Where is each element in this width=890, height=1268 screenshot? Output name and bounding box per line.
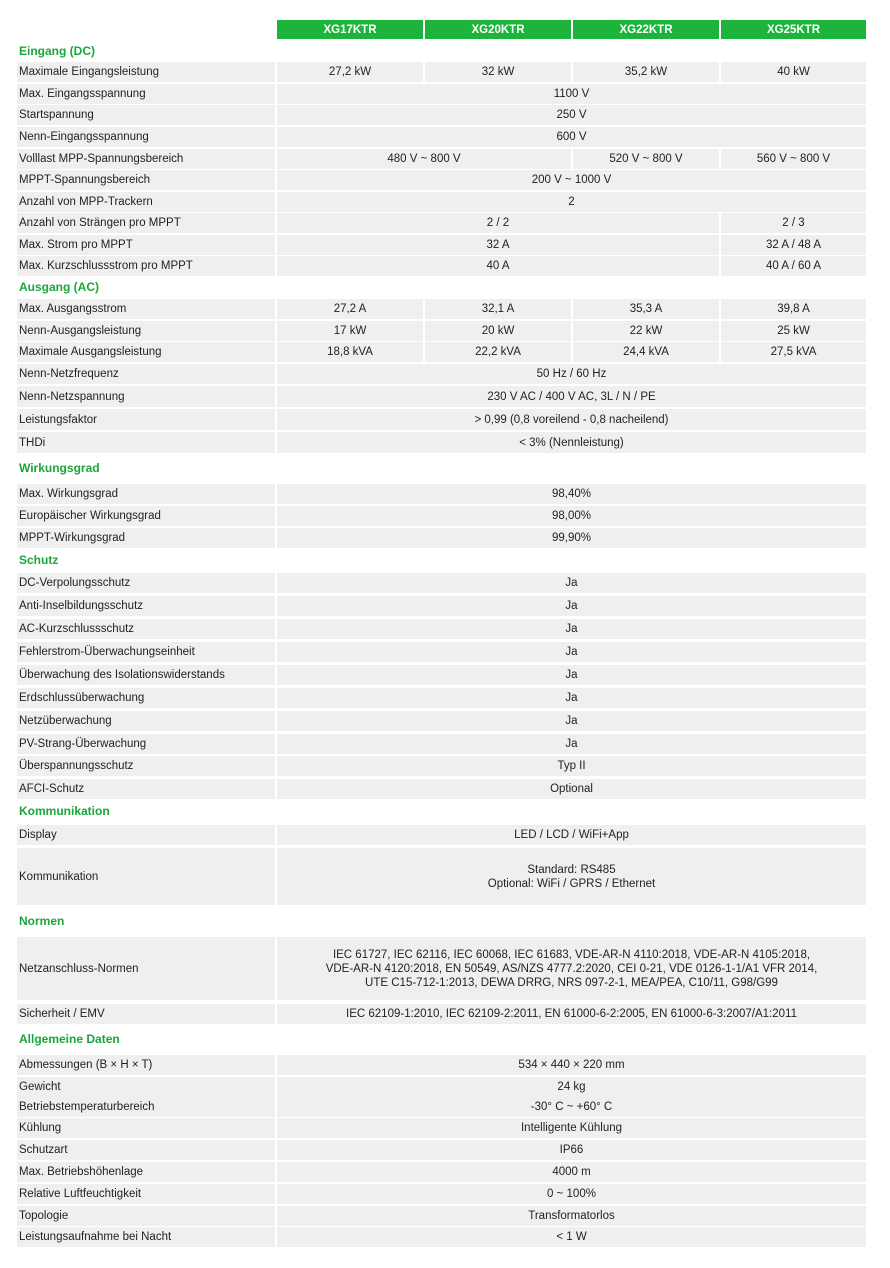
row-value: 17 kW xyxy=(277,321,423,341)
table-row xyxy=(17,1118,866,1138)
row-value: 98,00% xyxy=(277,506,866,526)
row-value: IEC 62109-1:2010, IEC 62109-2:2011, EN 61000-6-2:2005, EN 61000-6-3:2007/A1:2011 xyxy=(277,1004,866,1024)
table-row xyxy=(17,1055,866,1075)
row-label: Gewicht xyxy=(17,1077,275,1097)
table-row xyxy=(17,170,866,190)
row-value: 32 A xyxy=(277,235,719,255)
section-heading-normen: Normen xyxy=(19,914,65,928)
row-label: Überspannungsschutz xyxy=(17,756,275,776)
row-label: MPPT-Spannungsbereich xyxy=(17,170,275,190)
model-header-xg25ktr: XG25KTR xyxy=(721,20,866,39)
row-value: Ja xyxy=(277,642,866,662)
section-heading-eingang: Eingang (DC) xyxy=(19,43,95,58)
row-label: Schutzart xyxy=(17,1140,275,1160)
row-label: Max. Strom pro MPPT xyxy=(17,235,275,255)
table-row xyxy=(17,688,866,708)
value-line: IEC 61727, IEC 62116, IEC 60068, IEC 61683, VDE-AR-N 4110:2018, VDE-AR-N 4105:2018, xyxy=(332,948,811,961)
table-row xyxy=(17,1140,866,1160)
value-line: Optional: WiFi / GPRS / Ethernet xyxy=(487,877,656,890)
row-label: Max. Kurzschlussstrom pro MPPT xyxy=(17,256,275,276)
row-label: Volllast MPP-Spannungsbereich xyxy=(17,149,275,169)
row-label: Relative Luftfeuchtigkeit xyxy=(17,1184,275,1204)
table-row xyxy=(17,342,866,362)
row-value: 22,2 kVA xyxy=(425,342,571,362)
row-label: Max. Ausgangsstrom xyxy=(17,299,275,319)
table-row xyxy=(17,1227,866,1247)
value-line: VDE-AR-N 4120:2018, EN 50549, AS/NZS 4777.2:2020, CEI 0-21, VDE 0126-1-1/A1 VFR 2014, xyxy=(325,962,818,975)
row-label: Maximale Ausgangsleistung xyxy=(17,342,275,362)
table-row xyxy=(17,192,866,212)
row-value: Ja xyxy=(277,711,866,731)
table-row xyxy=(17,105,866,125)
row-label: Überwachung des Isolationswiderstands xyxy=(17,665,275,685)
row-label: Nenn-Ausgangsleistung xyxy=(17,321,275,341)
row-value: 32 kW xyxy=(425,62,571,82)
row-label: Anzahl von MPP-Trackern xyxy=(17,192,275,212)
table-row xyxy=(17,1097,866,1117)
table-row xyxy=(17,756,866,776)
model-header-xg20ktr: XG20KTR xyxy=(425,20,571,39)
row-label: Abmessungen (B × H × T) xyxy=(17,1055,275,1075)
table-row xyxy=(17,937,866,1000)
row-label: Anzahl von Strängen pro MPPT xyxy=(17,213,275,233)
table-row xyxy=(17,528,866,548)
table-row xyxy=(17,734,866,754)
row-value: 35,2 kW xyxy=(573,62,719,82)
row-label: Nenn-Netzfrequenz xyxy=(17,364,275,384)
table-row xyxy=(17,573,866,593)
table-row xyxy=(17,711,866,731)
table-row xyxy=(17,256,866,276)
table-row xyxy=(17,1162,866,1182)
table-row xyxy=(17,321,866,341)
section-heading-allgemein: Allgemeine Daten xyxy=(19,1032,120,1046)
row-value: Ja xyxy=(277,734,866,754)
table-row xyxy=(17,364,866,384)
row-label: Max. Betriebshöhenlage xyxy=(17,1162,275,1182)
row-value: 200 V ~ 1000 V xyxy=(277,170,866,190)
table-row xyxy=(17,213,866,233)
value-line: Standard: RS485 xyxy=(527,863,616,876)
table-row xyxy=(17,149,866,169)
row-value: < 3% (Nennleistung) xyxy=(277,432,866,453)
row-label: Kommunikation xyxy=(17,848,275,905)
row-value: Ja xyxy=(277,619,866,639)
row-label: MPPT-Wirkungsgrad xyxy=(17,528,275,548)
row-value: > 0,99 (0,8 voreilend - 0,8 nacheilend) xyxy=(277,409,866,430)
row-value: 24 kg xyxy=(277,1077,866,1097)
row-label: Erdschlussüberwachung xyxy=(17,688,275,708)
row-value: Ja xyxy=(277,573,866,593)
row-value: Optional xyxy=(277,779,866,799)
row-value: 534 × 440 × 220 mm xyxy=(277,1055,866,1075)
row-value: 0 ~ 100% xyxy=(277,1184,866,1204)
row-value: 22 kW xyxy=(573,321,719,341)
row-label: Max. Eingangsspannung xyxy=(17,84,275,104)
row-value: 20 kW xyxy=(425,321,571,341)
row-value: Intelligente Kühlung xyxy=(277,1118,866,1138)
table-row xyxy=(17,1184,866,1204)
row-value: 40 A xyxy=(277,256,719,276)
row-value: 98,40% xyxy=(277,484,866,504)
row-value: < 1 W xyxy=(277,1227,866,1247)
row-value: 27,2 A xyxy=(277,299,423,319)
row-label: Nenn-Netzspannung xyxy=(17,386,275,407)
row-label: PV-Strang-Überwachung xyxy=(17,734,275,754)
row-label: Nenn-Eingangsspannung xyxy=(17,127,275,147)
table-row xyxy=(17,506,866,526)
model-header-xg17ktr: XG17KTR xyxy=(277,20,423,39)
row-label: Netzüberwachung xyxy=(17,711,275,731)
row-value: Ja xyxy=(277,688,866,708)
row-value: 32 A / 48 A xyxy=(721,235,866,255)
row-label: Max. Wirkungsgrad xyxy=(17,484,275,504)
table-row xyxy=(17,619,866,639)
table-row xyxy=(17,386,866,407)
row-value: 2 xyxy=(277,192,866,212)
row-value: 40 kW xyxy=(721,62,866,82)
row-label: Fehlerstrom-Überwachungseinheit xyxy=(17,642,275,662)
model-header-xg22ktr: XG22KTR xyxy=(573,20,719,39)
table-row xyxy=(17,848,866,905)
row-value: 18,8 kVA xyxy=(277,342,423,362)
row-value: 520 V ~ 800 V xyxy=(573,149,719,169)
row-label: Sicherheit / EMV xyxy=(17,1004,275,1024)
row-value: LED / LCD / WiFi+App xyxy=(277,825,866,845)
row-value: Ja xyxy=(277,596,866,616)
section-heading-kommunikation: Kommunikation xyxy=(19,804,110,818)
table-row xyxy=(17,127,866,147)
row-value: Ja xyxy=(277,665,866,685)
row-value: 2 / 2 xyxy=(277,213,719,233)
table-row xyxy=(17,432,866,453)
section-heading-schutz: Schutz xyxy=(19,553,59,567)
section-heading-ausgang: Ausgang (AC) xyxy=(19,279,99,294)
row-value: 35,3 A xyxy=(573,299,719,319)
row-value: 99,90% xyxy=(277,528,866,548)
row-value: 560 V ~ 800 V xyxy=(721,149,866,169)
row-label: Anti-Inselbildungsschutz xyxy=(17,596,275,616)
row-value xyxy=(277,937,866,1000)
row-label: THDi xyxy=(17,432,275,453)
row-label: Maximale Eingangsleistung xyxy=(17,62,275,82)
table-row xyxy=(17,825,866,845)
row-label: Startspannung xyxy=(17,105,275,125)
row-label: AFCI-Schutz xyxy=(17,779,275,799)
section-heading-wirkungsgrad: Wirkungsgrad xyxy=(19,461,100,475)
row-value: 600 V xyxy=(277,127,866,147)
table-row xyxy=(17,299,866,319)
row-value: 4000 m xyxy=(277,1162,866,1182)
row-label: DC-Verpolungsschutz xyxy=(17,573,275,593)
table-row xyxy=(17,235,866,255)
row-value: Typ II xyxy=(277,756,866,776)
row-value: 250 V xyxy=(277,105,866,125)
row-label: Kühlung xyxy=(17,1118,275,1138)
row-label: Leistungsfaktor xyxy=(17,409,275,430)
row-value: 230 V AC / 400 V AC, 3L / N / PE xyxy=(277,386,866,407)
row-label: Leistungsaufnahme bei Nacht xyxy=(17,1227,275,1247)
row-value: 1100 V xyxy=(277,84,866,104)
row-value: 40 A / 60 A xyxy=(721,256,866,276)
value-line: UTE C15-712-1:2013, DEWA DRRG, NRS 097-2-1, MEA/PEA, C10/11, G98/G99 xyxy=(365,976,778,989)
row-label: Netzanschluss-Normen xyxy=(17,937,275,1000)
table-row xyxy=(17,1206,866,1226)
row-label: AC-Kurzschlussschutz xyxy=(17,619,275,639)
row-label: Display xyxy=(17,825,275,845)
table-row xyxy=(17,84,866,104)
row-label: Topologie xyxy=(17,1206,275,1226)
table-row xyxy=(17,596,866,616)
row-value: 24,4 kVA xyxy=(573,342,719,362)
row-value: 39,8 A xyxy=(721,299,866,319)
row-value: 480 V ~ 800 V xyxy=(277,149,571,169)
row-value: IP66 xyxy=(277,1140,866,1160)
row-value: 32,1 A xyxy=(425,299,571,319)
table-row xyxy=(17,1004,866,1024)
table-row xyxy=(17,779,866,799)
row-value: 25 kW xyxy=(721,321,866,341)
row-value: 27,2 kW xyxy=(277,62,423,82)
row-value: 2 / 3 xyxy=(721,213,866,233)
row-value: Transformatorlos xyxy=(277,1206,866,1226)
row-value: -30° C ~ +60° C xyxy=(277,1097,866,1117)
row-label: Europäischer Wirkungsgrad xyxy=(17,506,275,526)
table-row xyxy=(17,642,866,662)
table-row xyxy=(17,1077,866,1097)
table-row xyxy=(17,62,866,82)
table-row xyxy=(17,409,866,430)
table-row xyxy=(17,484,866,504)
row-value: 50 Hz / 60 Hz xyxy=(277,364,866,384)
row-label: Betriebstemperaturbereich xyxy=(17,1097,275,1117)
table-row xyxy=(17,665,866,685)
row-value xyxy=(277,848,866,905)
row-value: 27,5 kVA xyxy=(721,342,866,362)
